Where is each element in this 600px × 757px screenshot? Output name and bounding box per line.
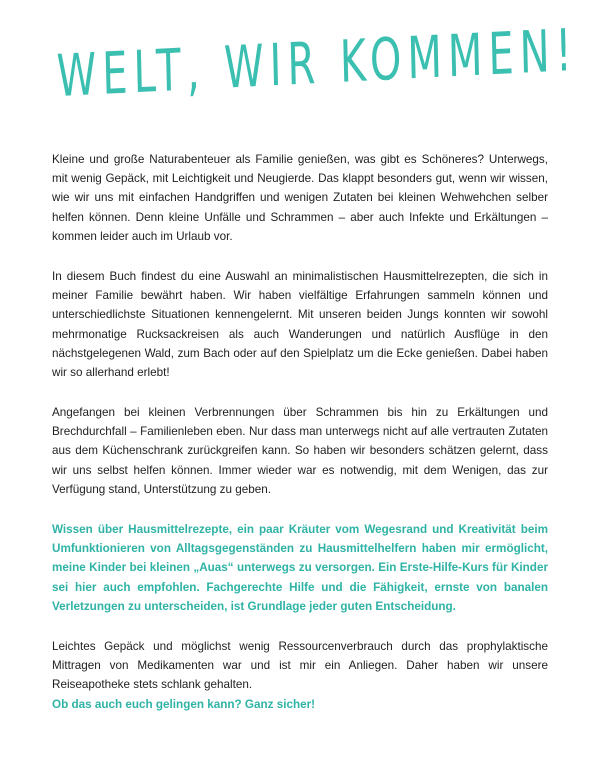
highlight-paragraph: Wissen über Hausmittelrezepte, ein paar Kräuter vom Wegesrand und Kreativität beim Umfunktionieren von Alltagsgegenständen zu Hausmittelhelfern haben mir ermöglicht, meine Kinder bei kleinen „Auas“ unterwegs zu versorgen. Ein Erste-Hilfe-Kurs für Kinder sei hier auch empfohlen. Fachgerechte Hilfe und die Fähigkeit, ernste von banalen Verletzungen zu unterscheiden, ist Grundlage jeder guten Entscheidung. [52,523,548,613]
closing-question: Ob das auch euch gelingen kann? Ganz sicher! [52,698,316,711]
page-title: WELT, WIR KOMMEN! [56,17,579,111]
intro-paragraph: Kleine und große Naturabenteuer als Familie genießen, was gibt es Schöneres? Unterwegs, mit wenig Gepäck, mit Leichtigkeit und Neugierde. Das klappt besonders gut, wenn wir wissen, wie wir uns mit einfachen Handgriffen und wenigen Zutaten bei kleinen Wehwehchen selber helfen können. Denn kleine Unfälle und Schrammen – aber auch Infekte und Erkältungen – kommen leider auch im Urlaub vor. [52,153,548,243]
book-content-paragraph: In diesem Buch findest du eine Auswahl an minimalistischen Hausmittelrezepten, die sich in meiner Familie bewährt haben. Wir haben vielfältige Erfahrungen sammeln können und unterschiedlichste Situationen kennengelernt. Mit unseren beiden Jungs konnten wir sowohl mehrmonatige Rucksackreisen als auch Wanderungen und natürlich Ausflüge in den nächstgelegenen Wald, zum Bach oder auf den Spielplatz um die Ecke genießen. Dabei haben wir so allerhand erlebt! [52,270,548,380]
experience-paragraph: Angefangen bei kleinen Verbrennungen über Schrammen bis hin zu Erkältungen und Brechdurchfall – Familienleben eben. Nur dass man unterwegs nicht auf alle vertrauten Zutaten aus dem Küchenschrank zurückgreifen kann. So haben wir besonders schätzen gelernt, dass wir uns selbst helfen können. Immer wieder war es notwendig, mit dem Wenigen, das zur Verfügung stand, Unterstützung zu geben. [52,406,548,496]
luggage-paragraph: Leichtes Gepäck und möglichst wenig Ressourcenverbrauch durch das prophylaktische Mittragen von Medikamenten war und ist mir ein Anliegen. Daher haben wir unsere Reiseapotheke stets schlank gehalten. [52,640,548,692]
